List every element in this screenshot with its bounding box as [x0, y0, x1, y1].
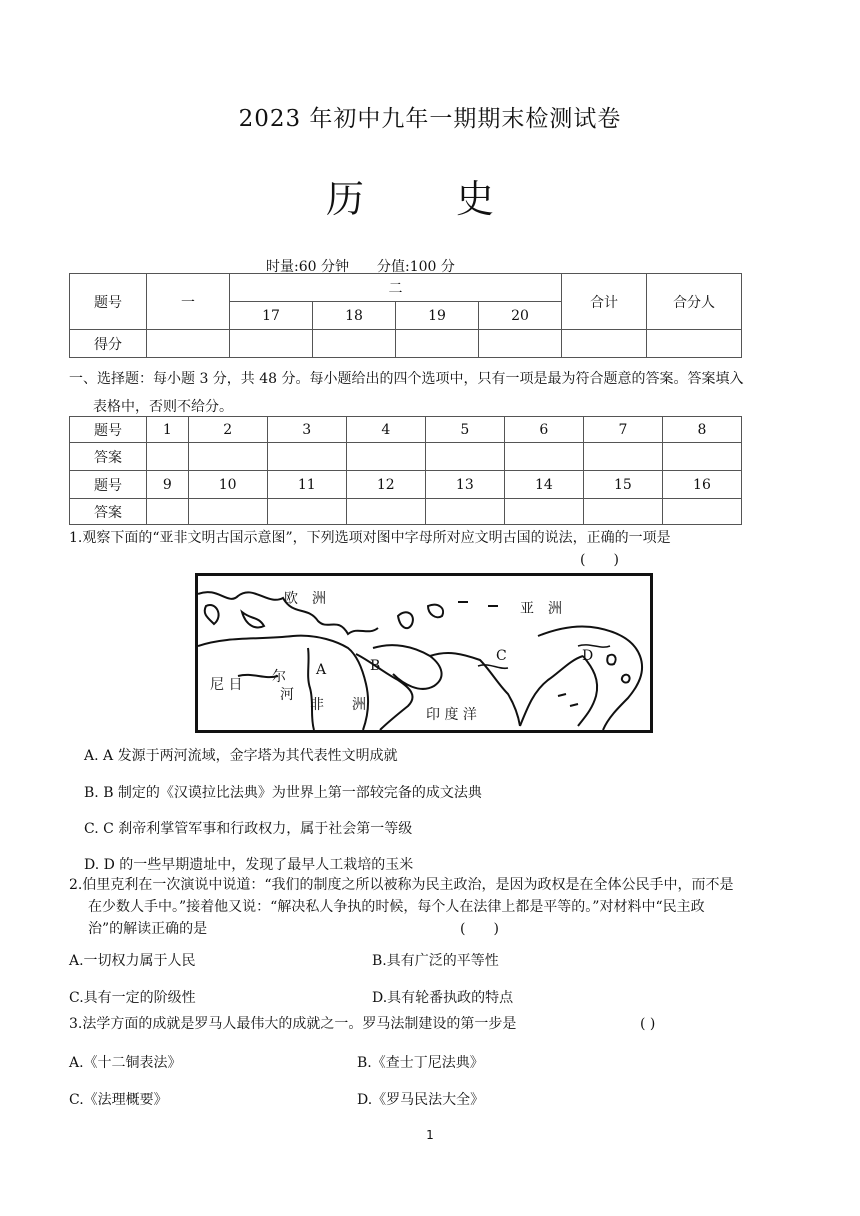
question-number: 4 [346, 417, 425, 443]
score-row-label: 得分 [70, 330, 147, 358]
answer-cell[interactable] [662, 443, 741, 471]
score-header-grader: 合分人 [647, 274, 742, 330]
answer-cell[interactable] [346, 499, 425, 525]
question-number: 12 [346, 471, 425, 499]
section1-instructions-line2: 表格中，否则不给分。 [93, 399, 233, 415]
score-cell[interactable] [562, 330, 647, 358]
q2-answer-paren: ( ) [460, 921, 499, 937]
score-cell[interactable] [479, 330, 562, 358]
question-number: 14 [504, 471, 583, 499]
map-label-nile2: 尔 [272, 669, 286, 685]
map-label-asia: 亚 洲 [520, 601, 562, 617]
answer-cell[interactable] [188, 443, 267, 471]
question-number: 15 [583, 471, 662, 499]
answer-cell[interactable] [147, 443, 189, 471]
map-label-D: D [582, 648, 594, 664]
answer-cell[interactable] [147, 499, 189, 525]
section1-instructions-line1: 一、选择题：每小题 3 分，共 48 分。每小题给出的四个选项中，只有一项是最为符合题意的答案。答案填入 [69, 371, 744, 387]
answer-row-label: 题号 [70, 471, 147, 499]
score-cell[interactable] [647, 330, 742, 358]
q1-option-d[interactable]: D. D 的一些早期遗址中，发现了最早人工栽培的玉米 [84, 857, 414, 873]
question-number: 16 [662, 471, 741, 499]
score-header-question: 题号 [70, 274, 147, 330]
q2-option-c[interactable]: C.具有一定的阶级性 [69, 990, 196, 1006]
answer-cell[interactable] [504, 499, 583, 525]
q2-stem-line3: 治”的解读正确的是 [88, 921, 208, 937]
map-label-C: C [496, 648, 507, 664]
score-header-total: 合计 [562, 274, 647, 330]
question-number: 6 [504, 417, 583, 443]
answer-row-label: 题号 [70, 417, 147, 443]
q1-stem: 1.观察下面的“亚非文明古国示意图”，下列选项对图中字母所对应文明古国的说法，正确的一项是 [69, 530, 671, 546]
score-subcol: 17 [230, 302, 313, 330]
question-number: 8 [662, 417, 741, 443]
map-label-B: B [370, 658, 381, 674]
exam-title: 2023 年初中九年一期期末检测试卷 [238, 106, 622, 132]
question-number: 13 [425, 471, 504, 499]
score-subcol: 18 [313, 302, 396, 330]
question-number: 3 [267, 417, 346, 443]
map-label-nile3: 河 [280, 687, 294, 703]
answer-row-label: 答案 [70, 499, 147, 525]
answer-cell[interactable] [504, 443, 583, 471]
q3-option-d[interactable]: D.《罗马民法大全》 [357, 1092, 485, 1108]
q2-stem-line1: 2.伯里克利在一次演说中说道：“我们的制度之所以被称为民主政治，是因为政权是在全体公民手中，而不是 [69, 877, 734, 893]
q3-option-c[interactable]: C.《法理概要》 [69, 1092, 168, 1108]
score-header-part2: 二 [230, 274, 562, 302]
subject-title: 历 史 [325, 177, 535, 221]
q3-stem: 3.法学方面的成就是罗马人最伟大的成就之一。罗马法制建设的第一步是 [69, 1016, 517, 1032]
map-label-africa: 非 洲 [310, 697, 366, 713]
q1-option-a[interactable]: A. A 发源于两河流域，金字塔为其代表性文明成就 [84, 748, 398, 764]
score-cell[interactable] [147, 330, 230, 358]
q1-option-c[interactable]: C. C 刹帝利掌管军事和行政权力，属于社会第一等级 [84, 821, 413, 837]
page-number: 1 [426, 1128, 434, 1142]
q3-answer-paren: ( ) [640, 1016, 656, 1032]
score-header-part1: 一 [147, 274, 230, 330]
answer-cell[interactable] [583, 443, 662, 471]
q2-stem-line2: 在少数人手中。”接着他又说：“解决私人争执的时候，每个人在法律上都是平等的。”对材料中“民主政 [88, 899, 705, 915]
answer-table [69, 416, 742, 525]
q2-option-d[interactable]: D.具有轮番执政的特点 [372, 990, 514, 1006]
time-score-info: 时量:60 分钟 分值:100 分 [266, 259, 455, 275]
afro-asian-civilizations-map [195, 573, 653, 733]
question-number: 2 [188, 417, 267, 443]
answer-cell[interactable] [267, 443, 346, 471]
answer-cell[interactable] [583, 499, 662, 525]
q3-option-a[interactable]: A.《十二铜表法》 [69, 1055, 182, 1071]
score-cell[interactable] [230, 330, 313, 358]
answer-cell[interactable] [425, 499, 504, 525]
answer-cell[interactable] [267, 499, 346, 525]
answer-row-label: 答案 [70, 443, 147, 471]
question-number: 11 [267, 471, 346, 499]
question-number: 7 [583, 417, 662, 443]
q1-option-b[interactable]: B. B 制定的《汉谟拉比法典》为世界上第一部较完备的成文法典 [84, 785, 482, 801]
question-number: 5 [425, 417, 504, 443]
score-subcol: 20 [479, 302, 562, 330]
map-label-A: A [316, 662, 327, 678]
question-number: 10 [188, 471, 267, 499]
map-label-europe: 欧 洲 [284, 591, 326, 607]
map-label-indian-ocean: 印 度 洋 [426, 707, 477, 723]
question-number: 1 [147, 417, 189, 443]
score-cell[interactable] [313, 330, 396, 358]
score-subcol: 19 [396, 302, 479, 330]
q3-option-b[interactable]: B.《查士丁尼法典》 [357, 1055, 484, 1071]
q2-option-a[interactable]: A.一切权力属于人民 [69, 953, 196, 969]
question-number: 9 [147, 471, 189, 499]
q1-answer-paren: ( ) [580, 552, 619, 568]
score-table [69, 273, 742, 358]
q2-option-b[interactable]: B.具有广泛的平等性 [372, 953, 499, 969]
score-cell[interactable] [396, 330, 479, 358]
answer-cell[interactable] [346, 443, 425, 471]
map-label-nile1: 尼 日 [210, 677, 243, 693]
answer-cell[interactable] [188, 499, 267, 525]
answer-cell[interactable] [662, 499, 741, 525]
answer-cell[interactable] [425, 443, 504, 471]
